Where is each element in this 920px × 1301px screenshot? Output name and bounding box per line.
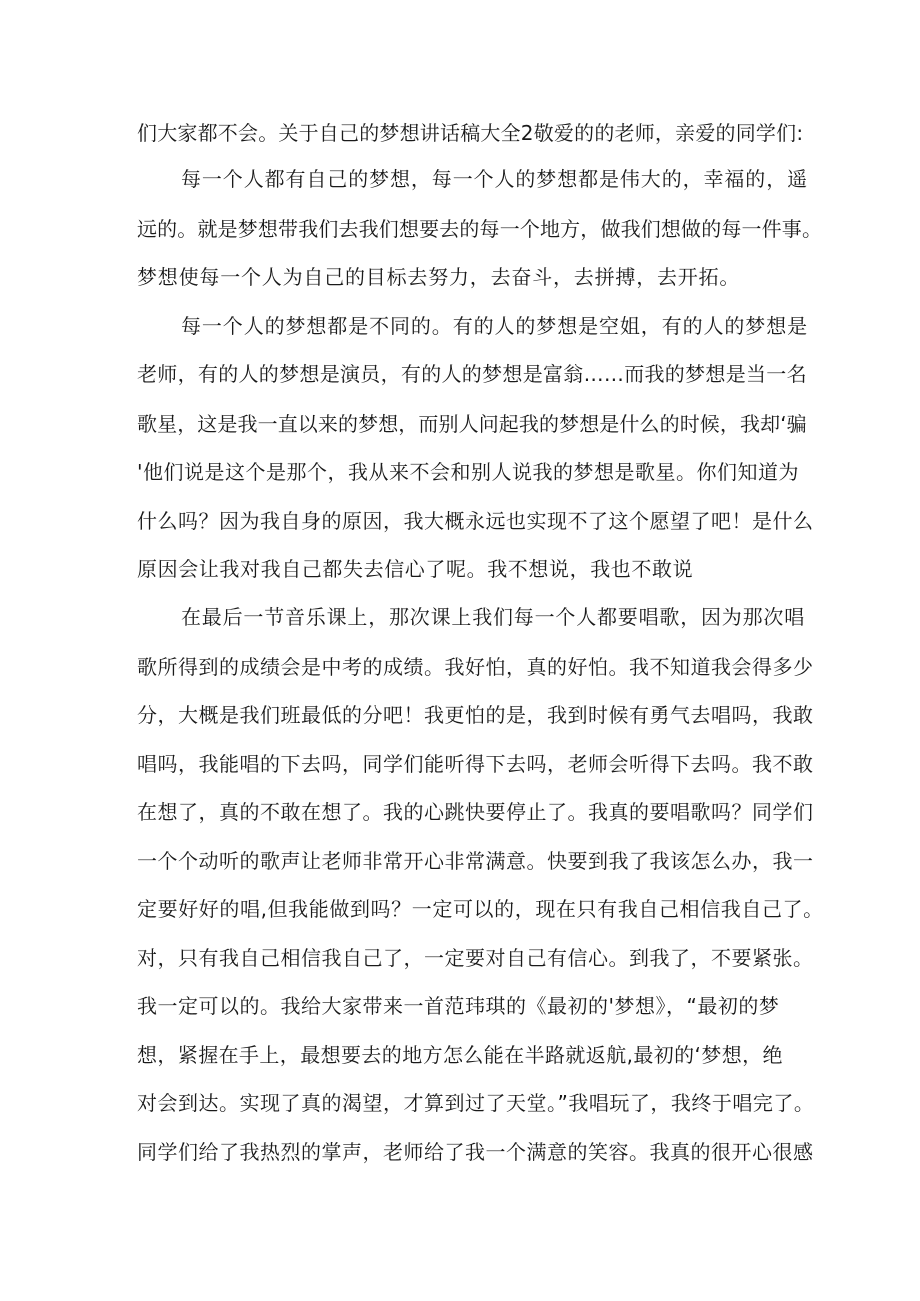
paragraph-3-line-5: 在想了，真的不敢在想了。我的心跳快要停止了。我真的要唱歌吗？同学们 — [137, 800, 814, 824]
paragraph-3-line-7: 定要好好的唱,但我能做到吗？一定可以的，现在只有我自己相信我自己了。 — [137, 897, 824, 921]
paragraph-2-line-5: 什么吗？因为我自身的原因，我大概永远也实现不了这个愿望了吧！是什么 — [137, 509, 814, 533]
text-line-1: 们大家都不会。关于自己的梦想讲话稿大全2敬爱的的老师，亲爱的同学们: — [137, 121, 804, 145]
paragraph-3-line-4: 唱吗，我能唱的下去吗，同学们能听得下去吗，老师会听得下去吗。我不敢 — [137, 752, 814, 776]
paragraph-3-line-11: 对会到达。实现了真的渴望，才算到过了天堂。”我唱玩了，我终于唱完了。 — [137, 1091, 815, 1115]
paragraph-1-line-3: 梦想使每一个人为自己的目标去努力，去奋斗，去拼搏，去开拓。 — [137, 265, 741, 289]
paragraph-3-line-9: 我一定可以的。我给大家带来一首范玮琪的《最初的'梦想》，“最初的梦 — [137, 994, 780, 1018]
paragraph-1-line-1: 每一个人都有自己的梦想，每一个人的梦想都是伟大的，幸福的，遥 — [181, 167, 808, 191]
paragraph-2-line-6: 原因会让我对我自己都失去信心了呢。我不想说，我也不敢说 — [137, 557, 694, 581]
paragraph-3-line-12: 同学们给了我热烈的掌声，老师给了我一个满意的笑容。我真的很开心很感 — [137, 1140, 814, 1164]
paragraph-2-line-4: '他们说是这个是那个，我从来不会和别人说我的梦想是歌星。你们知道为 — [137, 460, 799, 484]
paragraph-3-line-6: 一个个动听的歌声让老师非常开心非常满意。快要到我了我该怎么办，我一 — [137, 849, 814, 873]
paragraph-3-line-2: 歌所得到的成绩会是中考的成绩。我好怕，真的好怕。我不知道我会得多少 — [137, 655, 814, 679]
paragraph-3-line-1: 在最后一节音乐课上，那次课上我们每一个人都要唱歌，因为那次唱 — [181, 605, 805, 629]
paragraph-3-line-3: 分，大概是我们班最低的分吧！我更怕的是，我到时候有勇气去唱吗，我敢 — [137, 703, 814, 727]
paragraph-2-line-2: 老师，有的人的梦想是演员，有的人的梦想是富翁……而我的梦想是当一名 — [137, 362, 807, 386]
paragraph-2-line-1: 每一个人的梦想都是不同的。有的人的梦想是空姐，有的人的梦想是 — [181, 314, 808, 338]
paragraph-1-line-2: 远的。就是梦想带我们去我们想要去的每一个地方，做我们想做的每一件事。 — [137, 217, 823, 241]
paragraph-2-line-3: 歌星，这是我一直以来的梦想，而别人问起我的梦想是什么的时候，我却‘骗 — [137, 412, 807, 436]
paragraph-3-line-8: 对，只有我自己相信我自己了，一定要对自己有信心。到我了，不要紧张。 — [137, 946, 814, 970]
paragraph-3-line-10: 想，紧握在手上，最想要去的地方怎么能在半路就返航,最初的‘梦想，绝 — [137, 1043, 783, 1067]
